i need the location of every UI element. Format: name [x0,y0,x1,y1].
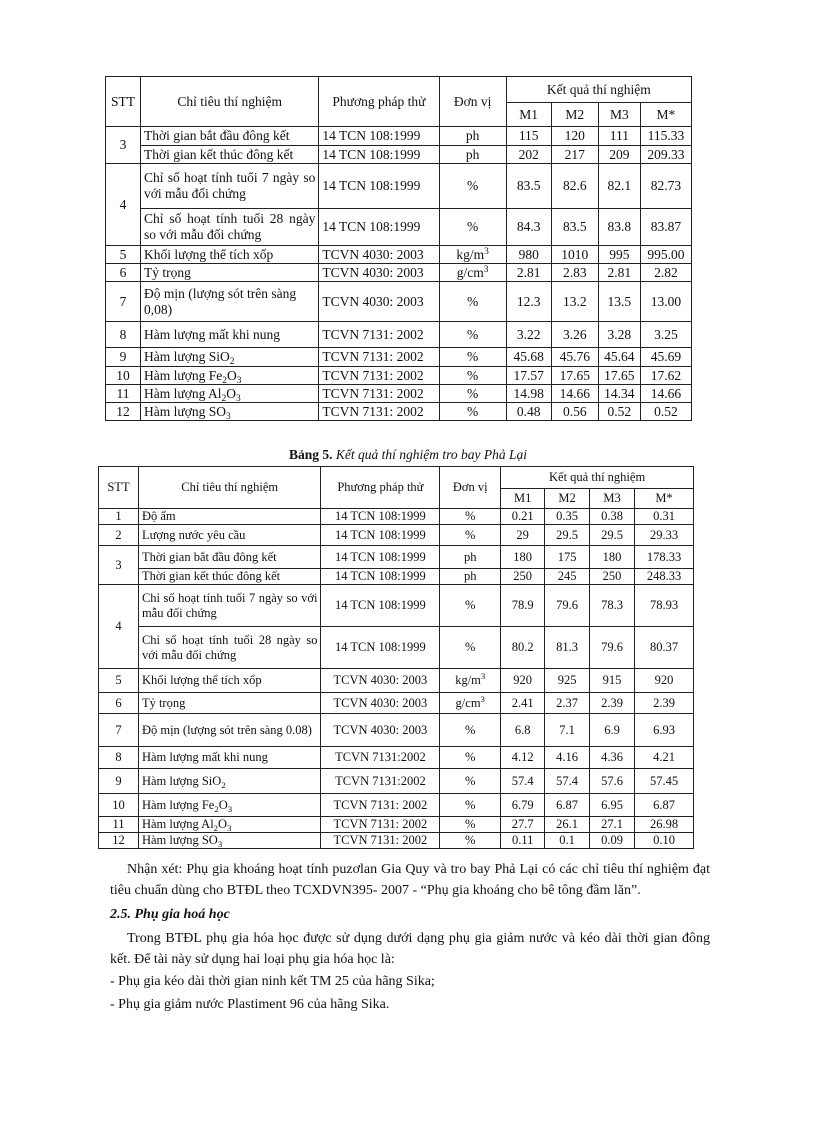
cell-m2: 29.5 [545,525,590,546]
table-row [106,282,692,322]
cell-method: 14 TCN 108:1999 [319,164,439,209]
cell-m3: 0.38 [590,509,635,525]
header-results: Kết quả thí nghiệm [501,467,694,489]
header-m2: M2 [551,103,598,127]
cell-method: TCVN 7131: 2002 [319,385,439,403]
cell-mstar: 83.87 [640,209,691,246]
table-row [106,164,692,209]
cell-method: 14 TCN 108:1999 [321,546,440,569]
cell-m2: 83.5 [551,209,598,246]
cell-m3: 57.6 [590,769,635,794]
cell-m3: 13.5 [598,282,640,322]
unit-base: kg/m [456,246,485,262]
cell-unit: % [440,509,501,525]
cell-stt: 4 [106,164,141,246]
cell-criteria: Tỷ trọng [141,264,319,282]
cell-criteria: Khối lượng thể tích xốp [141,246,319,264]
remark-paragraph: Nhận xét: Phụ gia khoáng hoạt tính puzơlan Gia Quy và tro bay Phả Lại có các chỉ tiêu thí nghiệm đạt tiêu chuẩn dùng cho BTĐL theo TCXDVN395- 2007 - “Phụ gia khoáng cho bê tông đầm lăn”. [110,862,710,898]
table-row [99,693,694,714]
cell-mstar: 0.31 [635,509,694,525]
cell-m2: 6.87 [545,794,590,817]
cell-m1: 80.2 [501,627,545,669]
cell-stt: 1 [99,509,139,525]
cell-criteria: Hàm lượng SiO$_2$ [141,348,319,367]
cell-mstar: 0.52 [640,403,691,421]
cell-criteria: Thời gian bắt đầu đông kết [141,127,319,146]
cell-m3: 78.3 [590,585,635,627]
cell-m3: 6.9 [590,714,635,747]
cell-criteria: Hàm lượng $Al_2O_3$ [141,385,319,403]
cell-mstar: 920 [635,669,694,693]
header-m1: M1 [506,103,551,127]
cell-m3: 14.34 [598,385,640,403]
cell-m2: 17.65 [551,367,598,385]
cell-mstar: 248.33 [635,569,694,585]
cell-criteria: Độ mịn (lượng sót trên sàng 0.08) [138,714,321,747]
bullet-item: - Phụ gia giảm nước Plastiment 96 của hãng Sika. [110,997,390,1012]
cell-unit: % [440,833,501,849]
cell-m1: 180 [501,546,545,569]
cell-m2: 13.2 [551,282,598,322]
cell-stt: 7 [99,714,139,747]
cell-stt: 11 [99,817,139,833]
cell-method: TCVN 7131:2002 [321,747,440,769]
unit-base: kg/m [455,673,481,687]
table-row [106,367,692,385]
cell-stt: 4 [99,585,139,669]
cell-criteria: Thời gian kết thúc đông kết [138,569,321,585]
header-m3: M3 [590,489,635,509]
cell-m2: 925 [545,669,590,693]
header-criteria: Chỉ tiêu thí nghiệm [138,467,321,509]
cell-criteria: Chỉ số hoạt tính tuổi 28 ngày so với mẫu đối chứng [138,627,321,669]
table-row [99,669,694,693]
cell-criteria: Hàm lượng $Al_2O_3$ [138,817,321,833]
header-criteria: Chỉ tiêu thí nghiệm [141,77,319,127]
section-heading: 2.5. Phụ gia hoá học [110,907,230,922]
cell-stt: 6 [106,264,141,282]
table-row [106,246,692,264]
cell-m1: 0.11 [501,833,545,849]
table-row [106,403,692,421]
cell-criteria: Hàm lượng mất khi nung [141,322,319,348]
cell-m3: 915 [590,669,635,693]
body-paragraph: Trong BTĐL phụ gia hóa học được sử dụng dưới dạng phụ gia giảm nước và kéo dài thời gian đông kết. Để tài này sử dụng hai loại phụ gia hóa học là: [110,931,710,967]
cell-method: TCVN 7131: 2002 [319,348,439,367]
cell-method: TCVN 4030: 2003 [321,693,440,714]
header-mstar: M* [640,103,691,127]
table-row [99,569,694,585]
cell-method: TCVN 7131: 2002 [319,367,439,385]
header-results: Kết quả thí nghiệm [506,77,691,103]
table-row [99,769,694,794]
table-row [106,209,692,246]
cell-unit: % [440,794,501,817]
table-row [106,348,692,367]
cell-m1: 12.3 [506,282,551,322]
cell-mstar: 26.98 [635,817,694,833]
cell-criteria: Lượng nước yêu cầu [138,525,321,546]
cell-m2: 79.6 [545,585,590,627]
cell-m2: 3.26 [551,322,598,348]
cell-m3: 82.1 [598,164,640,209]
cell-method: TCVN 7131: 2002 [319,322,439,348]
cell-unit: % [440,769,501,794]
cell-method: 14 TCN 108:1999 [321,509,440,525]
header-m1: M1 [501,489,545,509]
cell-unit: ph [440,569,501,585]
table-row [106,146,692,164]
cell-method: 14 TCN 108:1999 [319,209,439,246]
cell-mstar: 6.93 [635,714,694,747]
table-pha-lai-results [98,466,694,849]
caption-text: Kết quả thí nghiệm tro bay Phả Lại [332,447,527,462]
cell-mstar: 2.39 [635,693,694,714]
cell-m3: 83.8 [598,209,640,246]
cell-m3: 209 [598,146,640,164]
cell-mstar: 0.10 [635,833,694,849]
header-stt: STT [106,77,141,127]
cell-m1: 202 [506,146,551,164]
cell-m1: 83.5 [506,164,551,209]
cell-m1: 17.57 [506,367,551,385]
cell-criteria: Chỉ số hoạt tính tuổi 28 ngày so với mẫu đối chứng [141,209,319,246]
cell-m1: 84.3 [506,209,551,246]
cell-mstar: 82.73 [640,164,691,209]
cell-m3: 2.81 [598,264,640,282]
cell-m1: 115 [506,127,551,146]
cell-stt: 8 [106,322,141,348]
cell-m2: 175 [545,546,590,569]
table-row [106,127,692,146]
cell-criteria: Độ ẩm [138,509,321,525]
bullet-item: - Phụ gia kéo dài thời gian ninh kết TM 25 của hãng Sika; [110,974,435,989]
cell-unit: % [440,585,501,627]
header-mstar: M* [635,489,694,509]
header-method: Phương pháp thử [319,77,439,127]
header-method: Phương pháp thử [321,467,440,509]
cell-m1: 78.9 [501,585,545,627]
cell-stt: 3 [99,546,139,585]
cell-stt: 3 [106,127,141,164]
cell-stt: 12 [106,403,141,421]
table-row [106,322,692,348]
cell-stt: 10 [99,794,139,817]
cell-m1: 14.98 [506,385,551,403]
cell-m2: 120 [551,127,598,146]
table-row [99,546,694,569]
cell-m3: 6.95 [590,794,635,817]
table-caption [0,447,816,463]
cell-m3: 45.64 [598,348,640,367]
cell-criteria: Hàm lượng $Fe_2O_3$ [141,367,319,385]
cell-m2: 0.56 [551,403,598,421]
header-unit: Đơn vị [440,467,501,509]
cell-unit [440,693,501,714]
cell-mstar: 13.00 [640,282,691,322]
unit-exponent: 3 [480,693,485,704]
cell-unit: % [440,714,501,747]
cell-mstar: 45.69 [640,348,691,367]
cell-m1: 27.7 [501,817,545,833]
cell-unit: % [439,367,506,385]
cell-m2: 82.6 [551,164,598,209]
unit-exponent: 3 [483,264,489,275]
header-m2: M2 [545,489,590,509]
cell-method: TCVN 7131: 2002 [319,403,439,421]
cell-unit: % [440,627,501,669]
cell-unit: % [439,403,506,421]
cell-m1: 980 [506,246,551,264]
cell-m1: 57.4 [501,769,545,794]
cell-method: TCVN 4030: 2003 [319,282,439,322]
cell-m2: 7.1 [545,714,590,747]
cell-m2: 26.1 [545,817,590,833]
cell-method: TCVN 7131: 2002 [321,833,440,849]
unit-exponent: 3 [480,671,486,681]
cell-m3: 995 [598,246,640,264]
cell-unit: % [439,322,506,348]
cell-unit: ph [439,127,506,146]
cell-method: TCVN 4030: 2003 [319,264,439,282]
table-row [99,794,694,817]
unit-base: g/cm [456,264,484,280]
cell-m1: 920 [501,669,545,693]
header-m3: M3 [598,103,640,127]
cell-stt: 11 [106,385,141,403]
cell-mstar: 14.66 [640,385,691,403]
cell-stt: 9 [99,769,139,794]
cell-m1: 6.8 [501,714,545,747]
cell-unit: % [439,164,506,209]
cell-m2: 2.37 [545,693,590,714]
cell-mstar: 29.33 [635,525,694,546]
cell-method: TCVN 7131: 2002 [321,794,440,817]
cell-method: TCVN 7131:2002 [321,769,440,794]
cell-m3: 27.1 [590,817,635,833]
cell-stt: 9 [106,348,141,367]
unit-exponent: 3 [484,246,489,257]
cell-m2: 57.4 [545,769,590,794]
cell-mstar: 78.93 [635,585,694,627]
cell-criteria: Khối lượng thể tích xốp [138,669,321,693]
cell-mstar: 6.87 [635,794,694,817]
cell-unit [439,264,506,282]
cell-m2: 2.83 [551,264,598,282]
table-row [99,747,694,769]
cell-mstar: 178.33 [635,546,694,569]
cell-unit: % [439,209,506,246]
cell-m1: 0.21 [501,509,545,525]
cell-m2: 14.66 [551,385,598,403]
cell-m2: 217 [551,146,598,164]
cell-unit: ph [439,146,506,164]
cell-m1: 0.48 [506,403,551,421]
cell-criteria: Chỉ số hoạt tính tuổi 7 ngày so với mẫu đối chứng [138,585,321,627]
cell-criteria: Thời gian bắt đầu đông kết [138,546,321,569]
table-row [99,585,694,627]
cell-mstar: 209.33 [640,146,691,164]
cell-unit: % [439,385,506,403]
cell-criteria: Hàm lượng SiO$_2$ [138,769,321,794]
cell-mstar: 2.82 [640,264,691,282]
cell-unit: % [440,525,501,546]
cell-method: TCVN 4030: 2003 [321,669,440,693]
cell-stt: 6 [99,693,139,714]
table-row [99,714,694,747]
cell-method: 14 TCN 108:1999 [321,525,440,546]
cell-method: 14 TCN 108:1999 [319,127,439,146]
cell-method: TCVN 4030: 2003 [321,714,440,747]
cell-unit: ph [440,546,501,569]
table-row [99,627,694,669]
cell-m3: 17.65 [598,367,640,385]
cell-m2: 81.3 [545,627,590,669]
cell-method: 14 TCN 108:1999 [319,146,439,164]
cell-m1: 4.12 [501,747,545,769]
cell-m3: 2.39 [590,693,635,714]
cell-mstar: 3.25 [640,322,691,348]
cell-method: 14 TCN 108:1999 [321,585,440,627]
cell-method: 14 TCN 108:1999 [321,627,440,669]
table-row [99,525,694,546]
cell-m3: 250 [590,569,635,585]
cell-mstar: 17.62 [640,367,691,385]
cell-stt: 12 [99,833,139,849]
cell-criteria: Chỉ số hoạt tính tuổi 7 ngày so với mẫu đối chứng [141,164,319,209]
cell-m3: 180 [590,546,635,569]
cell-m2: 0.35 [545,509,590,525]
cell-criteria: Hàm lượng $SO_3$ [141,403,319,421]
cell-unit: % [440,747,501,769]
cell-unit: % [439,282,506,322]
cell-mstar: 995.00 [640,246,691,264]
caption-label: Bảng 5. [288,447,333,462]
cell-unit [440,669,501,693]
cell-method: TCVN 7131: 2002 [321,817,440,833]
cell-m1: 2.81 [506,264,551,282]
cell-m3: 3.28 [598,322,640,348]
table-row [99,817,694,833]
table-row [106,264,692,282]
cell-stt: 5 [106,246,141,264]
cell-mstar: 4.21 [635,747,694,769]
cell-criteria: Thời gian kết thúc đông kết [141,146,319,164]
table-row [99,509,694,525]
cell-m1: 3.22 [506,322,551,348]
cell-m3: 0.09 [590,833,635,849]
cell-unit: % [439,348,506,367]
cell-m3: 111 [598,127,640,146]
cell-unit: % [440,817,501,833]
cell-criteria: Hàm lượng mất khi nung [138,747,321,769]
cell-m3: 79.6 [590,627,635,669]
cell-stt: 5 [99,669,139,693]
cell-m3: 4.36 [590,747,635,769]
cell-criteria: Độ mịn (lượng sót trên sàng 0,08) [141,282,319,322]
cell-m1: 2.41 [501,693,545,714]
cell-m2: 245 [545,569,590,585]
unit-base: g/cm [455,695,481,710]
cell-stt: 2 [99,525,139,546]
cell-mstar: 80.37 [635,627,694,669]
cell-m2: 0.1 [545,833,590,849]
cell-method: 14 TCN 108:1999 [321,569,440,585]
header-stt: STT [99,467,139,509]
cell-m1: 6.79 [501,794,545,817]
cell-m3: 29.5 [590,525,635,546]
table-row [99,833,694,849]
cell-m1: 250 [501,569,545,585]
cell-method: TCVN 4030: 2003 [319,246,439,264]
cell-criteria: Hàm lượng $Fe_2O_3$ [138,794,321,817]
cell-stt: 10 [106,367,141,385]
cell-criteria: Tỷ trọng [138,693,321,714]
table-gia-quy-results [105,76,692,421]
cell-criteria: Hàm lượng $SO_3$ [138,833,321,849]
cell-unit [439,246,506,264]
cell-stt: 8 [99,747,139,769]
table-row [106,385,692,403]
cell-m2: 4.16 [545,747,590,769]
cell-mstar: 57.45 [635,769,694,794]
header-unit: Đơn vị [439,77,506,127]
cell-stt: 7 [106,282,141,322]
cell-m3: 0.52 [598,403,640,421]
cell-m2: 1010 [551,246,598,264]
cell-m1: 45.68 [506,348,551,367]
cell-m2: 45.76 [551,348,598,367]
cell-mstar: 115.33 [640,127,691,146]
cell-m1: 29 [501,525,545,546]
